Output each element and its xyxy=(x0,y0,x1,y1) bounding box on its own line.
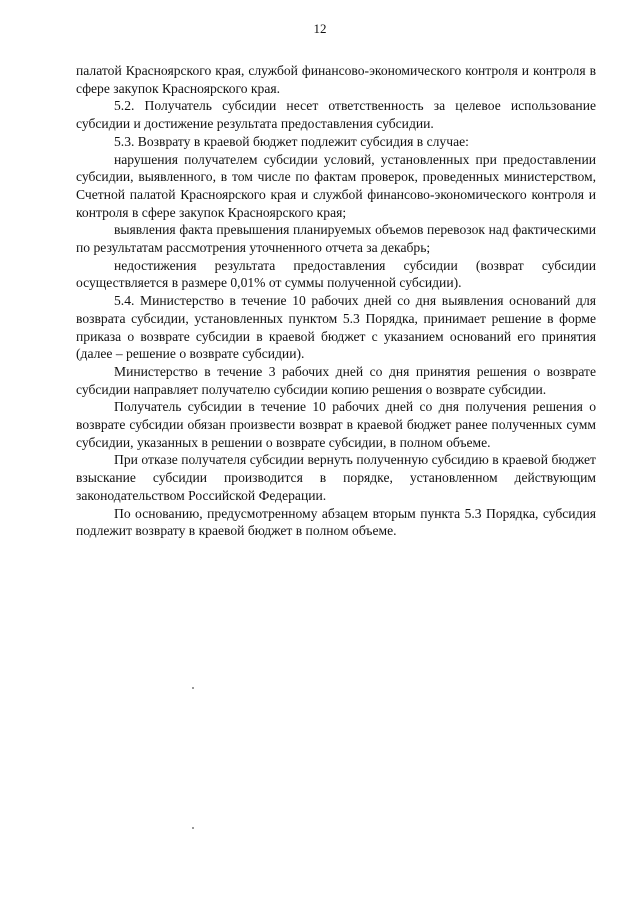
paragraph: выявления факта превышения планируемых объемов перевозок над фактическими по результатам рассмотрения уточненного отчета за декабрь; xyxy=(76,222,596,256)
page-number: 12 xyxy=(313,21,327,36)
paragraph: 5.2. Получатель субсидии несет ответственность за целевое использование субсидии и достижение результата предоставления субсидии. xyxy=(76,98,596,132)
paragraph: палатой Красноярского края, службой финансово-экономического контроля и контроля в сфере закупок Красноярского края. xyxy=(76,63,596,96)
paragraph: недостижения результата предоставления субсидии (возврат субсидии осуществляется в размере 0,01% от суммы полученной субсидии). xyxy=(76,257,596,291)
document-body xyxy=(76,62,596,540)
paragraph: При отказе получателя субсидии вернуть полученную субсидию в краевой бюджет взыскание субсидии производится в порядке, установленном действующим законодательством Российской Федерации. xyxy=(76,452,596,503)
scan-speck xyxy=(192,687,194,689)
paragraph: Министерство в течение 3 рабочих дней со дня принятия решения о возврате субсидии направляет получателю субсидии копию решения о возврате субсидии. xyxy=(76,363,596,397)
paragraph: нарушения получателем субсидии условий, установленных при предоставлении субсидии, выявленного, в том числе по фактам проверок, проведенных министерством, Счетной палатой Красноярского края и службой финансово-экономического контроля и контроля в сфере закупок Красноярского края; xyxy=(76,151,596,220)
paragraph: Получатель субсидии в течение 10 рабочих дней со дня получения решения о возврате субсидии обязан произвести возврат в краевой бюджет ранее полученных сумм субсидии, указанных в решении о возврате субсидии, в полном объеме. xyxy=(76,399,596,450)
paragraph: 5.3. Возврату в краевой бюджет подлежит субсидия в случае: xyxy=(114,133,469,149)
paragraph: По основанию, предусмотренному абзацем вторым пункта 5.3 Порядка, субсидия подлежит возврату в краевой бюджет в полном объеме. xyxy=(76,505,596,539)
paragraph: 5.4. Министерство в течение 10 рабочих дней со дня выявления оснований для возврата субсидии, установленных пунктом 5.3 Порядка, принимает решение в форме приказа о возврате субсидии в краевой бюджет с указанием оснований его принятия (далее – решение о возврате субсидии). xyxy=(76,293,596,362)
scan-speck xyxy=(192,827,194,829)
